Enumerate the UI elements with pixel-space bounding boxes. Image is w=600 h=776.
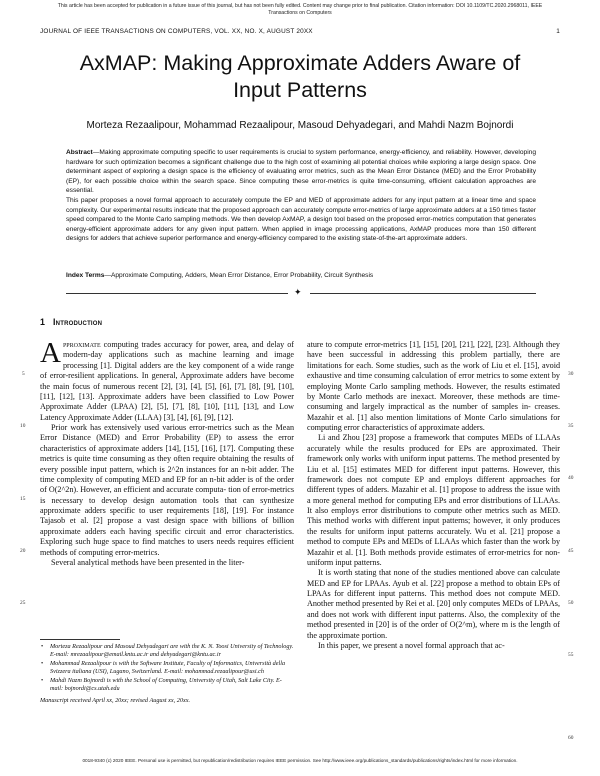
- running-head: [40, 28, 560, 35]
- para-line: patterns accurately. Wu et al. [21] propose a method to compute: [307, 526, 561, 547]
- abstract-para-1: [66, 148, 536, 196]
- left-column: [40, 337, 295, 568]
- para-line: metrics such as MED. This method works with different input: [307, 506, 560, 526]
- para-line: Prior work has extensively used various error-metrics such as: [51, 423, 260, 432]
- section-separator: [66, 289, 536, 299]
- index-terms: [66, 271, 536, 281]
- separator-diamond-icon: ✦: [294, 288, 302, 298]
- para-line: adders.: [461, 423, 485, 432]
- para-line: Low Latency Approximate Adder (LLAA) [3], [4], [6], [9], [12].: [40, 402, 295, 422]
- para-line: Carlo sampling methods. However, the results estimated by Monte: [307, 381, 560, 401]
- intro-para-1: [40, 337, 295, 423]
- line-number: 60: [568, 735, 574, 741]
- para-line: can calculate MED and EP for LPAAs. Ayub et al. [22] propose: [307, 568, 560, 588]
- section-title: Introduction: [53, 317, 103, 327]
- para-line: It is worth stating that none of the studies mentioned above: [318, 568, 515, 578]
- para-line: [16], [17]. Computing these metrics is quite time consuming as: [40, 443, 294, 464]
- para-line: method presented in [20] is of the order of O(2^m), where m is: [307, 620, 516, 630]
- para-line: by Rei et al. [20] only computes MEDs of LPAAs, and does not: [307, 599, 560, 619]
- intro-para-7: [307, 641, 560, 651]
- para-line: work with different input patterns. Also, the complexity of the: [352, 609, 561, 619]
- paper-title: [40, 50, 560, 104]
- intro-para-4: [307, 340, 560, 433]
- banner-line-1: This article has been accepted for publication in a future issue of this journal, but has not been fully edited. Content may change prior to final publication. Citation information: DOI 10.1109/TC.2020.2968011, IEEE: [57, 3, 543, 9]
- line-number: 50: [568, 600, 574, 606]
- para-line: compute EP and employs different approaches for different types: [307, 474, 561, 495]
- para-line: patterns. The method presented by Liu et al. [15] estimates MED: [307, 454, 560, 474]
- line-number: 5: [22, 371, 25, 377]
- para-line: the order of O(2^2n). However, an efficient and accurate computa-: [40, 474, 295, 495]
- title-line-1: AxMAP: Making Approximate Adders Aware of: [79, 51, 521, 75]
- para-line: Li and Zhou [23] propose a framework that computes MEDs: [318, 433, 523, 443]
- para-line: Although they have been successful in addressing this problem: [307, 340, 560, 360]
- line-number: 55: [568, 652, 574, 658]
- para-line: requirements [18], [19]. For instance Tajasob et al. [2] propose: [40, 506, 295, 526]
- para-line: [12], [13]. Approximate adders have been classified to Low Power: [59, 391, 295, 401]
- abstract-text-1: —Making approximate computing specific to user requirements is crucial to system performance, energy-efficiency, and reliability. However, developing hardware for such optimization becomes a significant challenge due to the high cost of examining all potential choices while exploring a large design space. One determinant aspect of exploring a design space is the efficiency of evaluating error metrics, such as the Mean Error Distance (MED) and the Error Probability (EP), for each possible choice within the search space. Since computing these error-metrics is quite time-consuming, efficient calculation approaches are essential.: [66, 149, 536, 195]
- publication-banner: [0, 3, 600, 17]
- title-line-2: Input Patterns: [233, 78, 367, 102]
- para-line: numerous recent [2], [3], [4], [5], [6], [7], [8], [9], [10], [11],: [40, 381, 295, 401]
- author-list: Morteza Rezaalipour, Mohammad Rezaalipour, Masoud Dehyadegari, and Mahdi Nazm Bojnordi: [86, 120, 514, 131]
- para-line: In this paper, we present a novel formal approach that ac-: [318, 640, 505, 650]
- para-line: such huge space to find matches to users needs requires efficient: [75, 537, 294, 547]
- para-line: ature to compute error-metrics [1], [15], [20], [21], [22], [23].: [307, 340, 511, 349]
- para-line: learning and image processing [1]. Digital adders are the key: [62, 350, 295, 370]
- manuscript-note: Manuscript received April xx, 20xx; revised August xx, 20xx.: [40, 696, 190, 704]
- para-line: and delay of modern-day applications such as machine: [62, 340, 295, 360]
- line-number: 35: [568, 423, 574, 429]
- dropcap: A: [40, 337, 61, 369]
- abstract-label: Abstract: [66, 149, 93, 156]
- dropcap-continuation: pproximate: [62, 340, 101, 349]
- para-line: they often require obtaining the results of every possible input: [40, 454, 294, 474]
- para-line: methods of computing error-metrics.: [40, 547, 160, 557]
- para-line: a vast design space with billions of billion approximate adders: [40, 516, 295, 536]
- copyright-notice: 0018-9340 (c) 2020 IEEE. Personal use is permitted, but republication/redistribution requires IEEE permission. See http://www.ieee.org/publications_standards/publications/rights/index.html for more information.: [82, 758, 518, 763]
- affiliation-item: • Morteza Rezaalipour and Masoud Dehyadegari are with the K. N. Toosi University of Technology. E-mail: mrezaalipour@email.kntu.ac.ir and dehyadegari@kntu.ac.ir: [50, 643, 294, 659]
- para-line: consuming and largely impractical as the number of samples in-: [307, 402, 531, 412]
- line-number: 15: [20, 496, 26, 502]
- para-line: the Mean Error Distance (MED) and Error Probability (EP) to: [40, 423, 295, 443]
- para-line: assess the error characteristics of approximate adders [14], [15],: [40, 433, 295, 453]
- para-line: of LLAAs accurately while the results produced for EPs are: [307, 433, 561, 453]
- intro-para-5: [307, 433, 560, 568]
- section-heading: [40, 317, 102, 327]
- para-line: for different input patterns. However, this framework does not: [307, 464, 561, 484]
- para-line: pattern, which is 2^2n instances for an n-bit adder. The time: [40, 464, 294, 484]
- para-line: approximated. Their framework only works with uniform input: [307, 443, 560, 464]
- separator-line-right: [310, 293, 536, 294]
- para-line: tion of error-metrics is necessary to develop design automation: [40, 485, 294, 505]
- para-line: tools that can synthesize approximate adders specific to user: [40, 495, 295, 515]
- line-number: 20: [20, 548, 26, 554]
- para-line: of adders. Mazahir et al. [1] propose to address the issue with a: [307, 485, 560, 505]
- para-line: the length of the approximate portion.: [307, 620, 561, 640]
- journal-name: JOURNAL OF IEEE TRANSACTIONS ON COMPUTERS, VOL. XX, NO. X, AUGUST 20XX: [40, 28, 313, 35]
- para-line: partially, there are limitations for each. Some studies, such as the: [307, 350, 561, 370]
- para-line: general, Approximate adders have become the main focus of: [40, 371, 294, 391]
- separator-line-left: [66, 293, 288, 294]
- index-terms-label: Index Terms: [66, 272, 105, 279]
- para-line: non-uniform input patterns.: [307, 547, 560, 567]
- para-line: patterns; however, it only produces the results for uniform input: [307, 516, 560, 536]
- banner-line-2: Transactions on Computers: [268, 10, 332, 16]
- abstract-para-2: This paper proposes a novel formal approach to accurately compute the EP and MED of approximate adders for any input pattern at a linear time and space complexity. Our experimental results indicate that the proposed approach can accurately compute error-metrics of large approximate adders at a 150 times faster speed compared to the Monte Carlo sampling methods. We then develop AxMAP, a design tool based on the proposed error-metrics computation that generates energy-efficient approximate adders for any given input pattern. When applied in image processing applications, AxMAP produces more than 150 different designs for adders that achieve superior performance and energy-efficiency compared to the existing state-of-the-art approximate adders.: [66, 196, 536, 243]
- footnotes: [40, 639, 294, 705]
- para-line: Several analytical methods have been presented in the liter-: [51, 557, 245, 567]
- intro-para-3: [40, 558, 294, 568]
- line-number: 25: [20, 600, 26, 606]
- para-line: complexity of computing MED and EP for an n-bit adder is of: [56, 474, 263, 484]
- para-line: et al. [1]. Both methods provide estimates of error-metrics for: [336, 547, 543, 557]
- para-line: Carlo methods are inexact. Moreover, these methods are time-: [343, 391, 561, 401]
- para-line: EPs and MEDs of LLAAs which faster than the work by Mazahir: [307, 537, 561, 557]
- intro-para-6: [307, 568, 560, 641]
- section-number: 1: [40, 317, 46, 327]
- para-line: component of a wide range of error-resilient applications. In: [40, 360, 294, 381]
- line-number: 10: [20, 423, 26, 429]
- para-line: simulations for computing error characteristics of approximate: [307, 412, 560, 432]
- para-line: Approximate Adder (LPAA) [2], [5], [7], [8], [10], [11], [13], and: [40, 402, 275, 412]
- intro-para-2: [40, 423, 294, 558]
- para-line: of LLAAs. It also employs error distributions to compute other: [307, 495, 560, 515]
- para-line: computing trades accuracy for power, area,: [103, 340, 249, 349]
- line-number: 45: [568, 548, 574, 554]
- para-line: a method to obtain EPs of LPAAs for different input patterns.: [307, 578, 561, 598]
- affiliation-item: • Mohammad Rezaalipour is with the Software Institute, Faculty of Informatics, Università della Svizzera italiana (USI), Lugano, Switzerland. E-mail: mohammad.rezaalipour@usi.ch: [50, 660, 294, 676]
- para-line: creases. Mazahir et al. [1] also mention limitations of Monte Carlo: [307, 402, 561, 422]
- abstract: [66, 148, 536, 244]
- footnote-rule: [40, 639, 120, 640]
- page-number: 1: [556, 28, 560, 35]
- para-line: work of Liu et el. [15], avoid exhaustive and time consuming: [307, 360, 561, 381]
- line-number: 40: [568, 475, 574, 481]
- affiliation-item: • Mahdi Nazm Bojnordi is with the School of Computing, University of Utah, Salt Lake City. E-mail: bojnordi@cs.utah.edu: [50, 677, 294, 693]
- para-line: each having specific circuit and error characteristics. Exploring: [40, 526, 295, 547]
- affiliation-list: [40, 643, 294, 694]
- line-number: 30: [568, 371, 574, 377]
- para-line: calculation of error metrics to some extent by employing Monte: [307, 371, 560, 391]
- right-column: [307, 340, 560, 651]
- index-terms-text: —Approximate Computing, Adders, Mean Error Distance, Error Probability, Circuit Synthesis: [104, 272, 374, 279]
- para-line: This method does not compute MED. Another method presented: [307, 589, 560, 609]
- para-line: more general method for computing EPs and error distributions: [312, 495, 522, 505]
